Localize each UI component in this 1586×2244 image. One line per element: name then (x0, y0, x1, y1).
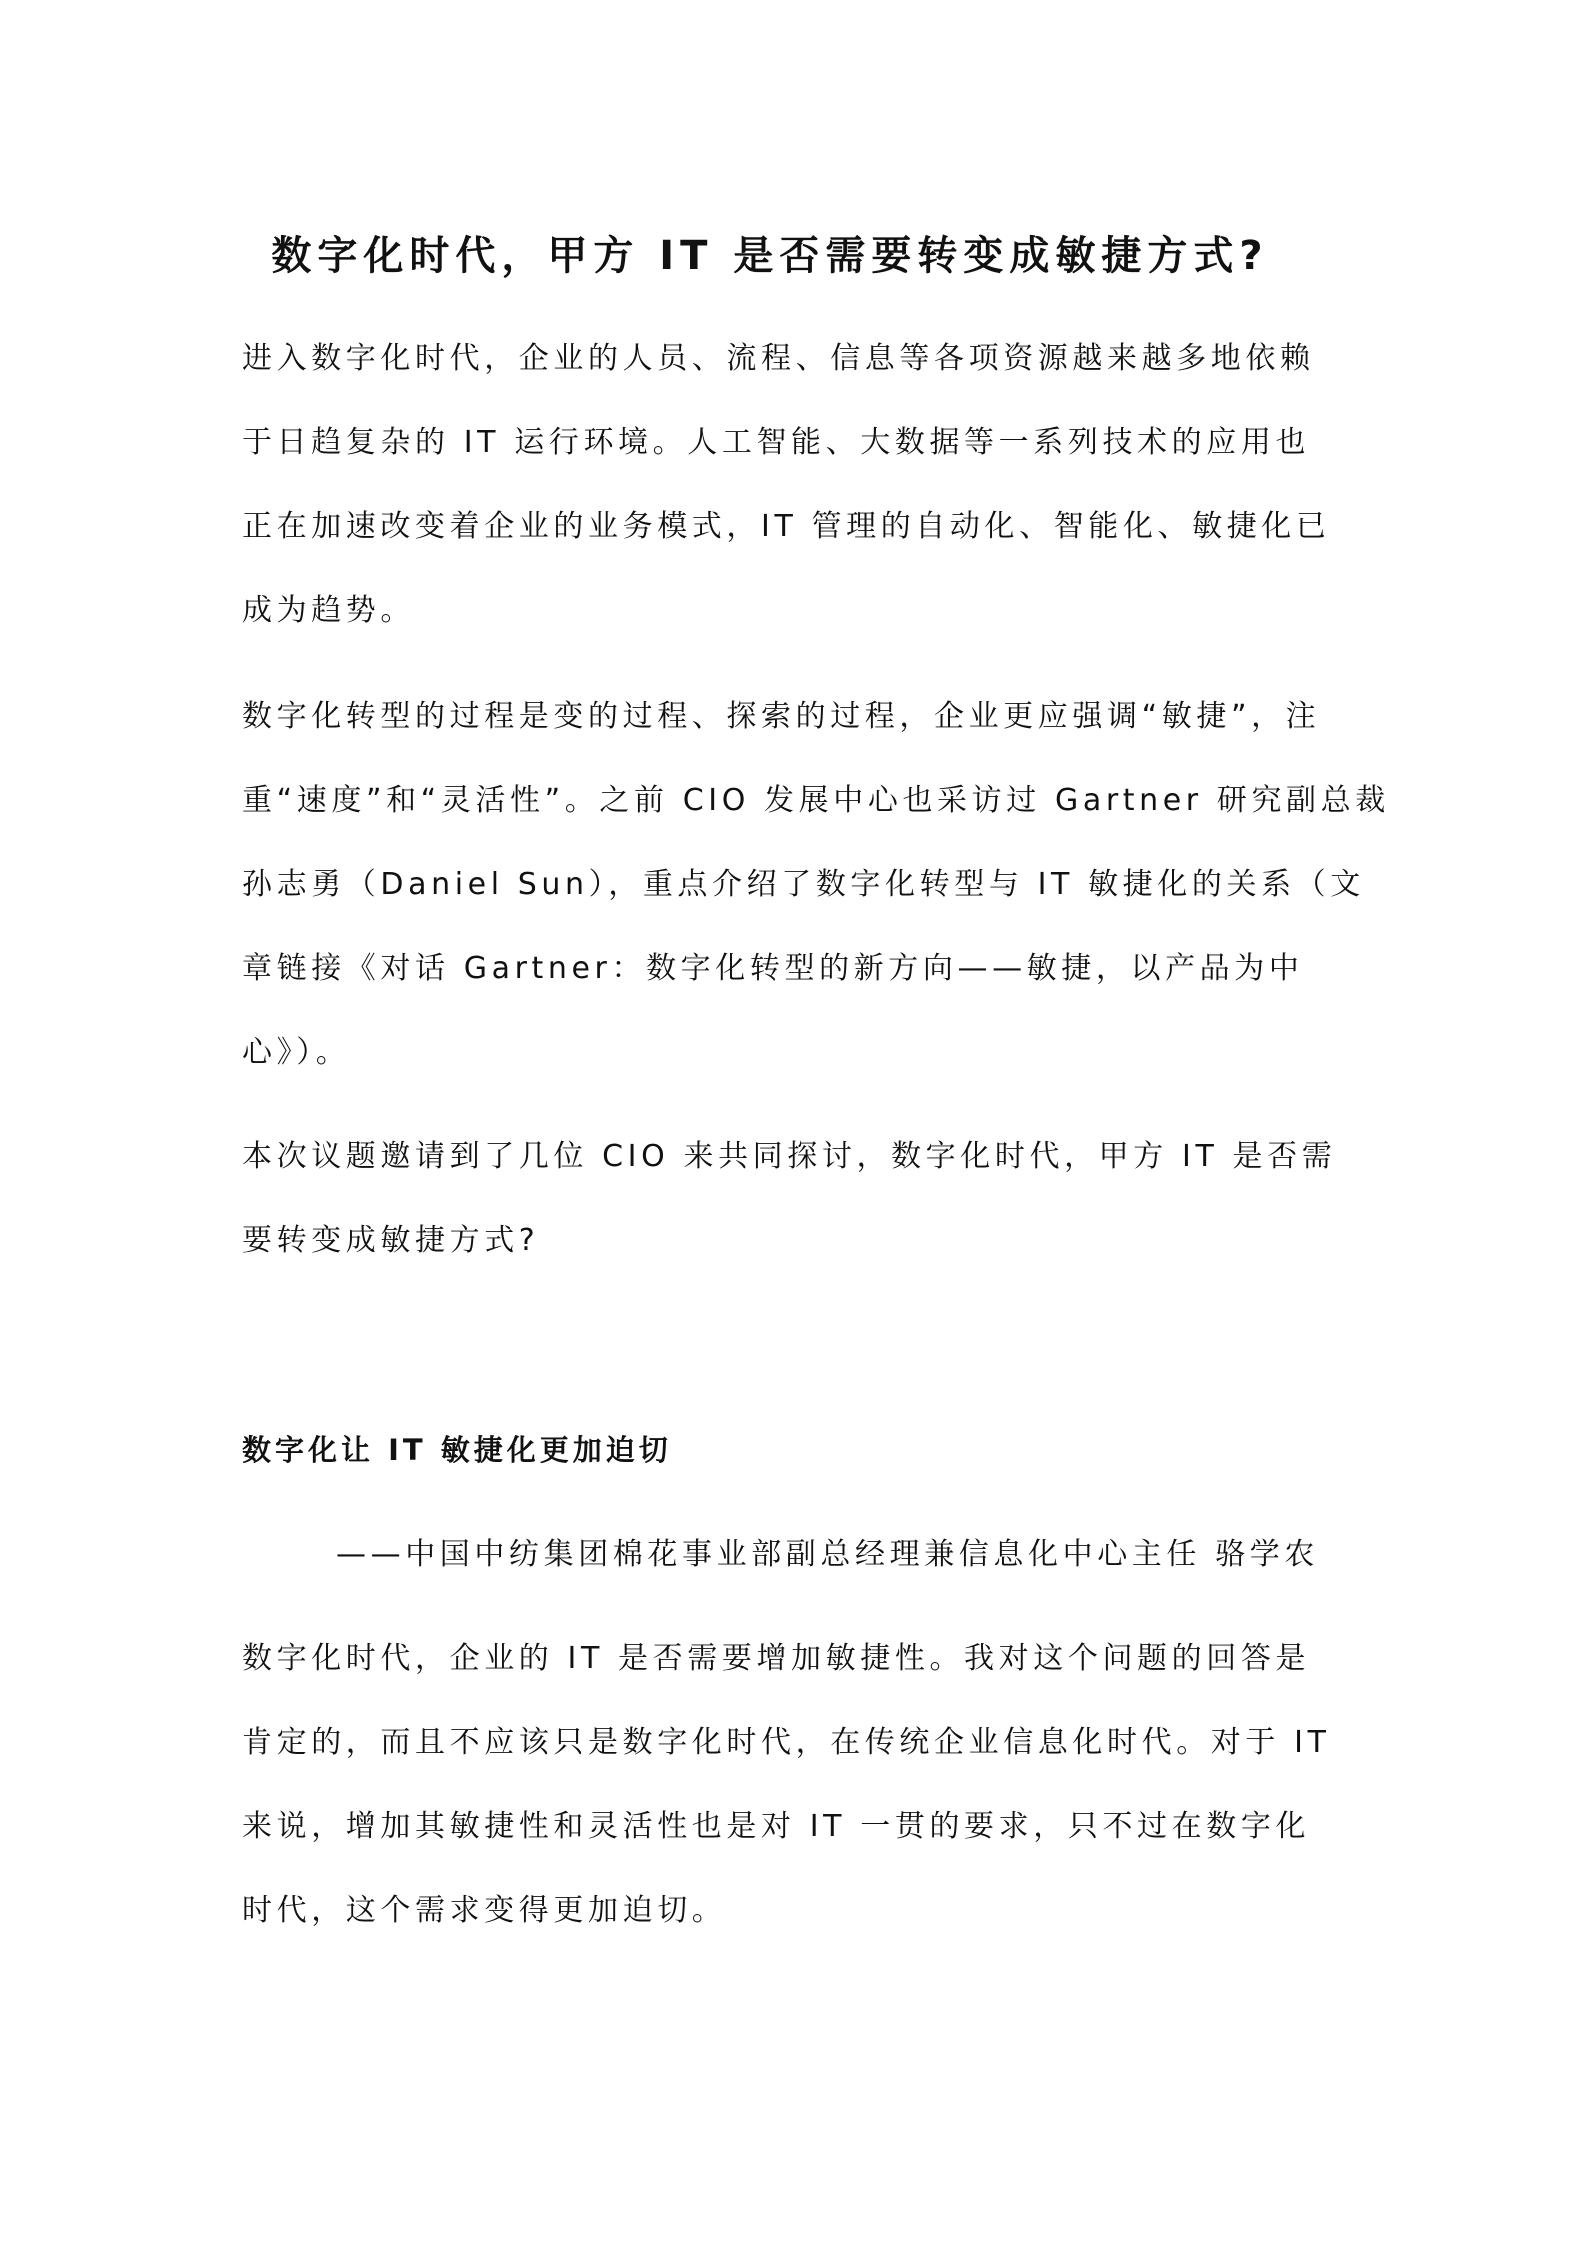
paragraph-transformation (242, 675, 1390, 1095)
paragraph-topic (242, 1115, 1336, 1283)
text-line: 孙志勇（Daniel Sun），重点介绍了数字化转型与 IT 敏捷化的关系（文 (242, 867, 1365, 902)
text-line: 心》）。 (242, 1035, 351, 1070)
text-line: 数字化时代，企业的 IT 是否需要增加敏捷性。我对这个问题的回答是 (242, 1641, 1311, 1676)
text-line: 肯定的，而且不应该只是数字化时代，在传统企业信息化时代。对于 IT (242, 1725, 1331, 1760)
document-title: 数字化时代，甲方 IT 是否需要转变成敏捷方式? (271, 233, 1269, 279)
text-line: 成为趋势。 (242, 593, 415, 628)
section-heading: 数字化让 IT 敏捷化更加迫切 (242, 1433, 672, 1467)
text-line: 章链接《对话 Gartner：数字化转型的新方向——敏捷，以产品为中 (242, 951, 1304, 986)
text-line: 数字化转型的过程是变的过程、探索的过程，企业更应强调“敏捷”，注 (242, 699, 1321, 734)
section-byline: ——中国中纺集团棉花事业部副总经理兼信息化中心主任 骆学农 (336, 1537, 1319, 1572)
text-line: 时代，这个需求变得更加迫切。 (242, 1893, 727, 1928)
text-line: 重“速度”和“灵活性”。之前 CIO 发展中心也采访过 Gartner 研究副总裁 (242, 783, 1390, 818)
text-line: 进入数字化时代，企业的人员、流程、信息等各项资源越来越多地依赖 (242, 341, 1315, 376)
text-line: 正在加速改变着企业的业务模式，IT 管理的自动化、智能化、敏捷化已 (242, 509, 1331, 544)
paragraph-intro (242, 317, 1331, 653)
text-line: 要转变成敏捷方式? (242, 1223, 540, 1258)
paragraph-section-body (242, 1617, 1331, 1953)
text-line: 于日趋复杂的 IT 运行环境。人工智能、大数据等一系列技术的应用也 (242, 425, 1311, 460)
text-line: 本次议题邀请到了几位 CIO 来共同探讨，数字化时代，甲方 IT 是否需 (242, 1139, 1337, 1174)
text-line: 来说，增加其敏捷性和灵活性也是对 IT 一贯的要求，只不过在数字化 (242, 1809, 1311, 1844)
